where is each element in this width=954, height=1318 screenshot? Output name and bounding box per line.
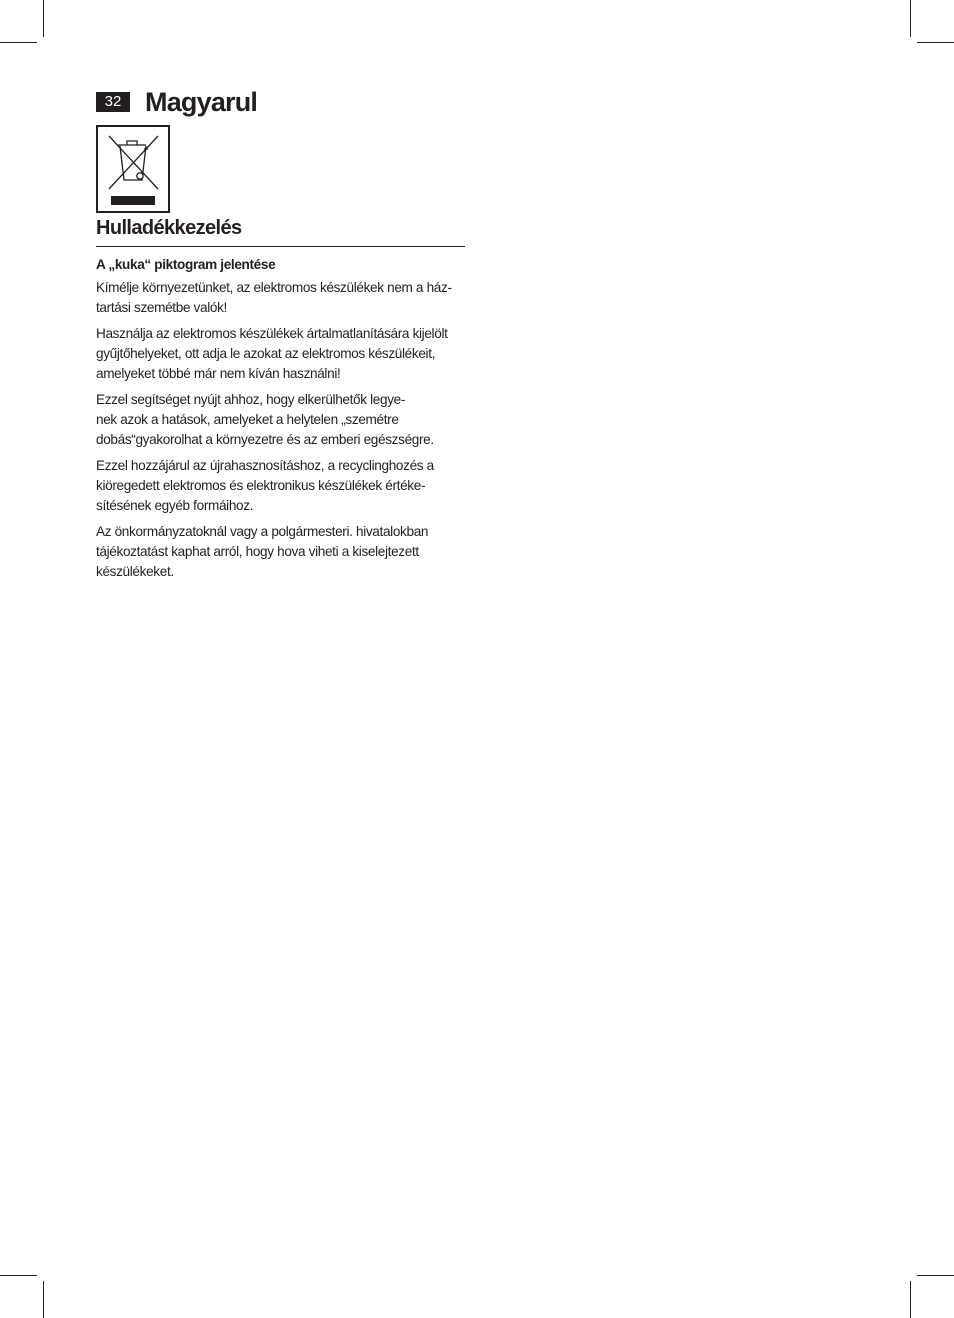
crop-mark bbox=[910, 0, 911, 37]
text-line: készülékeket. bbox=[96, 564, 174, 579]
section-content bbox=[96, 255, 468, 588]
paragraph bbox=[96, 522, 468, 582]
paragraph bbox=[96, 278, 468, 318]
crop-mark bbox=[0, 1275, 37, 1276]
text-line: Ezzel segítséget nyújt ahhoz, hogy elkerülhetők legye- bbox=[96, 392, 406, 407]
text-line: kiöregedett elektromos és elektronikus készülékek értéke- bbox=[96, 478, 426, 493]
section-title: Hulladékkezelés bbox=[96, 214, 465, 247]
text-line: Ezzel hozzájárul az újrahasznosításhoz, a recyclinghozés a bbox=[96, 458, 434, 473]
text-line: Az önkormányzatoknál vagy a polgármesteri. hivatalokban bbox=[96, 524, 429, 539]
crop-mark bbox=[910, 1281, 911, 1318]
text-line: dobás“gyakorolhat a környezetre és az emberi egészségre. bbox=[96, 432, 434, 447]
text-line: nek azok a hatások, amelyeket a helytelen „szemétre bbox=[96, 412, 399, 427]
text-line: sítésének egyéb formáihoz. bbox=[96, 498, 254, 513]
text-line: Kímélje környezetünket, az elektromos készülékek nem a ház- bbox=[96, 280, 452, 295]
crossed-out-wheelie-bin-icon bbox=[98, 127, 168, 211]
text-line: tartási szemétbe valók! bbox=[96, 300, 227, 315]
text-line: gyűjtőhelyeket, ott adja le azokat az elektromos készülékeit, bbox=[96, 346, 436, 361]
page-title: Magyarul bbox=[145, 87, 258, 117]
paragraph bbox=[96, 324, 468, 384]
crop-mark bbox=[917, 42, 954, 43]
subheading: A „kuka“ piktogram jelentése bbox=[96, 257, 276, 272]
crop-mark bbox=[0, 42, 37, 43]
paragraph bbox=[96, 390, 468, 450]
crop-mark bbox=[43, 0, 44, 37]
text-line: Használja az elektromos készülékek ártalmatlanítására kijelölt bbox=[96, 326, 448, 341]
crop-mark bbox=[43, 1281, 44, 1318]
text-line: tájékoztatást kaphat arról, hogy hova viheti a kiselejtezett bbox=[96, 544, 419, 559]
text-line: amelyeket többé már nem kíván használni! bbox=[96, 366, 341, 381]
crop-mark bbox=[917, 1275, 954, 1276]
paragraph bbox=[96, 456, 468, 516]
weee-symbol bbox=[96, 125, 170, 213]
page-number: 32 bbox=[96, 92, 130, 112]
